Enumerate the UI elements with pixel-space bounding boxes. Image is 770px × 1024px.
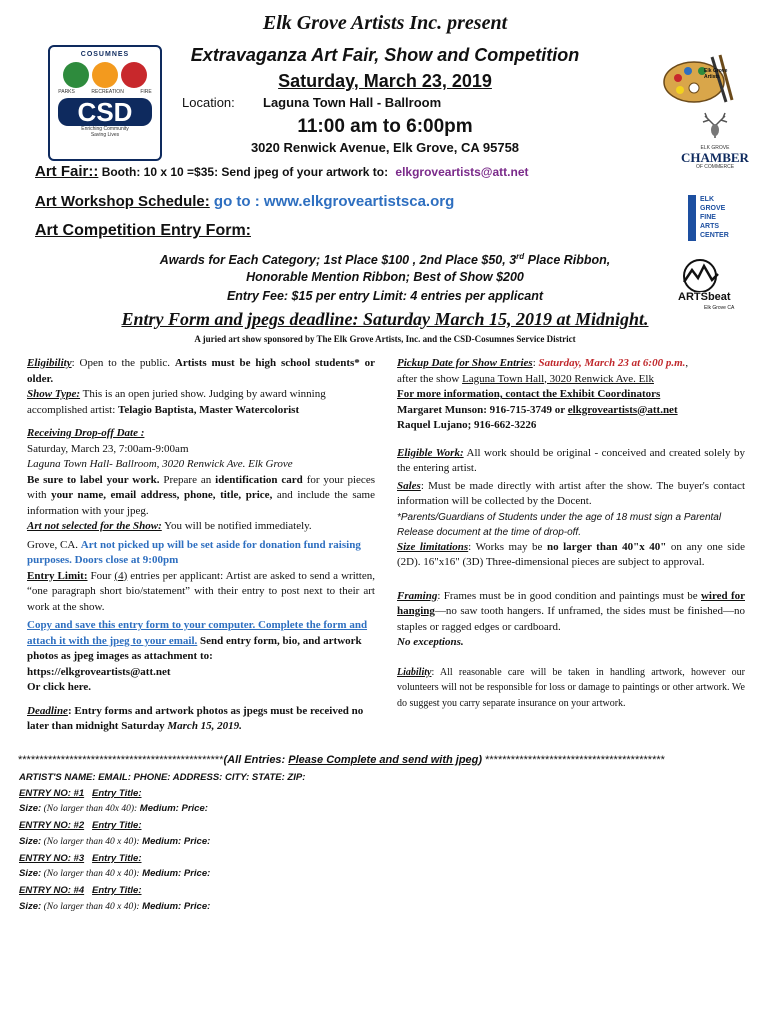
entry-title-label: Entry Title:	[92, 820, 142, 832]
entry-row	[19, 786, 579, 802]
showtype-label: Show Type:	[27, 388, 81, 400]
csd-logo-top: COSUMNES	[80, 51, 130, 58]
coordinator-1: Margaret Munson: 916-715-3749 or	[397, 403, 568, 416]
label-text-2: for your pieces with	[27, 473, 375, 501]
elk-icon	[695, 112, 735, 140]
fine-arts-line: GROVE	[700, 205, 726, 212]
sales-text: : Must be made directly with artist after the show. The buyer's contact information will be collected by the Docent.	[397, 479, 745, 507]
entry-row	[19, 883, 579, 899]
workshop-link[interactable]: go to : www.elkgroveartistsca.org	[213, 193, 455, 210]
artsbeat-sub: Elk Grove CA	[704, 305, 735, 311]
entry-size-row	[19, 899, 579, 916]
pickup-label: Pickup Date for Show Entries	[397, 357, 533, 369]
csd-logo	[48, 45, 162, 161]
artsbeat-text: ARTSbeat	[678, 291, 731, 303]
close-paren: )	[478, 754, 483, 766]
entry-limit-text-2: entries per applicant: Artist are asked to send a written, “one paragraph short bio/statement” with their entry to post next to their art work at the show.	[27, 569, 375, 613]
fine-arts-line: ELK	[700, 196, 714, 203]
artists-palette-logo	[660, 52, 735, 107]
entry-title-label: Entry Title:	[92, 884, 142, 896]
size-note: (No larger than 40 x 40):	[41, 836, 140, 847]
csd-label-recreation: RECREATION	[91, 89, 124, 95]
eligibility-label: Eligibility	[27, 357, 72, 369]
size-note: (No larger than 40x 40):	[41, 804, 138, 815]
size-label: Size:	[19, 803, 42, 815]
awards-sup: rd	[516, 252, 525, 261]
art-fair-line	[35, 163, 529, 180]
medium-price-label: Medium: Price:	[139, 868, 211, 880]
all-entries-label: (All Entries:	[223, 754, 289, 766]
entry-limit-label: Entry Limit:	[27, 569, 88, 582]
csd-tagline-1: Enriching Community	[81, 126, 129, 132]
right-column	[397, 356, 745, 711]
workshop-label: Art Workshop Schedule:	[35, 193, 210, 210]
stars-right: ******************************************	[482, 754, 665, 766]
entry-row	[19, 818, 579, 834]
medium-price-label: Medium: Price:	[137, 803, 208, 815]
size-note: (No larger than 40 x 40):	[41, 869, 140, 880]
deadline-headline: Entry Form and jpegs deadline: Saturday March 15, 2019 at Midnight.	[121, 309, 649, 329]
showtype-text: This is an open juried show. Judging by award winning accomplished artist:	[27, 388, 326, 416]
fine-arts-line: ARTS	[700, 223, 720, 230]
entry-size-row	[19, 801, 579, 818]
liability-label: Liability	[397, 666, 432, 678]
no-exceptions: No exceptions.	[397, 636, 464, 648]
dropoff-place: Laguna Town Hall- Ballroom, 3020 Renwick Ave. Elk Grove	[27, 458, 293, 470]
eligible-work-label: Eligible Work:	[397, 446, 464, 459]
label-fields: your name, email address, phone, title, price,	[51, 489, 273, 501]
page-title: Elk Grove Artists Inc. present	[262, 12, 508, 34]
size-label: Size:	[19, 900, 42, 912]
judge-name: Telagio Baptista, Master Watercolorist	[118, 403, 300, 416]
liability-text: : All reasonable care will be taken in handling artwork, however our volunteers will not be responsible for loss or damage to paintings or other artwork. We do suggest you carry separate insurance on your artwork.	[397, 666, 745, 709]
pickup-colon: :	[532, 357, 539, 369]
entry-number: ENTRY NO: #3	[19, 852, 85, 864]
workshop-line	[35, 193, 454, 210]
entry-size-row	[19, 834, 579, 851]
size-label: Size:	[19, 835, 42, 847]
chamber-big: CHAMBER	[681, 150, 749, 165]
entry-row	[19, 851, 579, 867]
juried-note: A juried art show sponsored by The Elk Grove Artists, Inc. and the CSD-Cosumnes Service District	[194, 334, 576, 344]
parks-icon	[63, 62, 89, 88]
fine-arts-center-logo	[682, 195, 757, 243]
event-time: 11:00 am to 6:00pm	[297, 116, 473, 137]
art-fair-text: Booth: 10 x 10 =$35: Send jpeg of your artwork to:	[101, 165, 389, 179]
medium-price-label: Medium: Price:	[139, 900, 211, 912]
art-fair-label: Art Fair::	[35, 163, 99, 180]
eligible-work-text: All work should be original - conceived and created solely by the entering artist.	[397, 446, 745, 474]
event-date: Saturday, March 23, 2019	[278, 71, 492, 91]
copy-instructions: Copy and save this entry form to your computer. Complete the form and attach it with the jpeg to your email.	[27, 619, 368, 647]
medium-price-label: Medium: Price:	[139, 835, 211, 847]
please-complete: Please Complete and send with jpeg	[288, 754, 479, 766]
size-bold: no larger than 40"x 40"	[546, 540, 667, 553]
coordinator-email[interactable]: elkgroveartists@att.net	[567, 403, 678, 416]
pickup-after: ,	[685, 357, 689, 369]
eligibility-bold: Artists must be high school students* or older.	[27, 357, 375, 385]
dropoff-date: Saturday, March 23, 7:00am-9:00am	[27, 442, 189, 455]
entry-size-row	[19, 866, 579, 883]
coordinator-2: Raquel Lujano; 916-662-3226	[397, 419, 537, 431]
label-card: identification card	[215, 473, 303, 486]
competition-title: Art Competition Entry Form:	[35, 222, 251, 239]
label-text-3: and include the same information with your jpeg.	[27, 489, 375, 517]
size-text: : Works may be	[468, 540, 547, 553]
awards-line-3: Entry Fee: $15 per entry Limit: 4 entries per applicant	[226, 289, 544, 303]
framing-bold: wired for hanging	[397, 589, 745, 617]
entry-number: ENTRY NO: #1	[19, 787, 85, 799]
pickup-date: Saturday, March 23 at 6:00 p.m.	[538, 357, 686, 369]
entry-number: ENTRY NO: #2	[19, 820, 85, 832]
chamber-logo	[670, 112, 760, 172]
deadline-label: Deadline	[27, 704, 68, 717]
eligibility-text: : Open to the public.	[71, 357, 175, 369]
label-text-1: Prepare an	[159, 473, 216, 486]
awards-line-1b: Place Ribbon,	[524, 253, 611, 268]
csd-tagline-2: Saving Lives	[90, 132, 120, 138]
recreation-icon	[92, 62, 118, 88]
pickup-line-2b: Laguna Town Hall, 3020 Renwick Ave. Elk	[462, 372, 654, 385]
entry-number: ENTRY NO: #4	[19, 884, 85, 896]
csd-logo-text: CSD	[58, 98, 152, 126]
label-bold: Be sure to label your work.	[27, 473, 160, 486]
entry-title-label: Entry Title:	[92, 852, 142, 864]
stars-left: ************************************************	[18, 754, 224, 766]
event-name: Extravaganza Art Fair, Show and Competition	[190, 45, 580, 65]
awards-line-2: Honorable Mention Ribbon; Best of Show $200	[246, 270, 524, 284]
entry-limit-text: Four	[87, 569, 115, 582]
pickup-warning: Art not picked up will be set aside for donation fund raising purposes. Doors close at 9:00pm	[27, 538, 361, 566]
awards-line-1	[0, 252, 770, 267]
chamber-small: ELK GROVE	[700, 145, 730, 151]
deadline-text: : Entry forms and artwork photos as jpegs must be received no later than midnight Saturday	[27, 704, 364, 732]
left-column	[27, 356, 375, 735]
csd-label-parks: PARKS	[58, 89, 75, 95]
fine-arts-text	[700, 195, 729, 240]
size-text-2: on any one side (2D). 16"x16" (3D) Three-dimensional pieces are subject to approval.	[397, 540, 746, 568]
not-selected-text: You will be notified immediately.	[161, 520, 312, 532]
pickup-line-2a: after the show	[397, 372, 463, 385]
location-value: Laguna Town Hall - Ballroom	[263, 95, 442, 110]
size-label: Size:	[19, 868, 42, 880]
framing-label: Framing	[397, 589, 438, 602]
entry-divider	[18, 754, 758, 766]
art-fair-email[interactable]: elkgroveartists@att.net	[395, 165, 529, 179]
sales-label: Sales	[397, 479, 421, 492]
event-address: 3020 Renwick Avenue, Elk Grove, CA 95758	[250, 140, 520, 155]
size-note: (No larger than 40 x 40):	[41, 901, 140, 912]
parents-note: *Parents/Guardians of Students under the age of 18 must sign a Parental Release document at the time of drop-off.	[397, 511, 722, 538]
send-instructions: Send entry form, bio, and artwork photos as jpeg images as attachment to:	[27, 634, 362, 662]
dropoff-label: Receiving Drop-off Date :	[27, 427, 145, 439]
info-line: For more information, contact the Exhibit Coordinators	[397, 388, 661, 400]
fine-arts-bar	[688, 195, 696, 241]
email-url[interactable]: https://elkgroveartists@att.net	[27, 665, 171, 678]
entry-limit-num: (4)	[114, 569, 128, 582]
awards-line-1a: Awards for Each Category; 1st Place $100 , 2nd Place $50, 3	[159, 253, 517, 268]
fine-arts-line: FINE	[700, 214, 716, 221]
framing-text: : Frames must be in good condition and paintings must be	[437, 589, 701, 602]
framing-text-2: —no saw tooth hangers. If unframed, the sides must be finished—no staples or ragged edges or cardboard.	[397, 605, 745, 633]
click-here-link[interactable]: Or click here.	[27, 681, 92, 693]
artist-header-row: ARTIST'S NAME: EMAIL: PHONE: ADDRESS: CITY: STATE: ZIP:	[19, 772, 306, 783]
csd-label-fire: FIRE	[140, 89, 152, 95]
fire-icon	[121, 62, 147, 88]
entry-form	[19, 770, 579, 915]
fine-arts-line: CENTER	[700, 232, 729, 239]
pickup-prefix: Grove, CA.	[27, 538, 81, 551]
palette-text: Elk Grove Artists	[704, 68, 728, 80]
size-label: Size limitations	[397, 540, 469, 553]
entry-title-label: Entry Title:	[92, 787, 142, 799]
location-label: Location:	[182, 95, 235, 110]
deadline-date: March 15, 2019.	[167, 720, 242, 732]
chamber-sub: OF COMMERCE	[695, 164, 735, 170]
not-selected-label: Art not selected for the Show:	[27, 520, 162, 532]
